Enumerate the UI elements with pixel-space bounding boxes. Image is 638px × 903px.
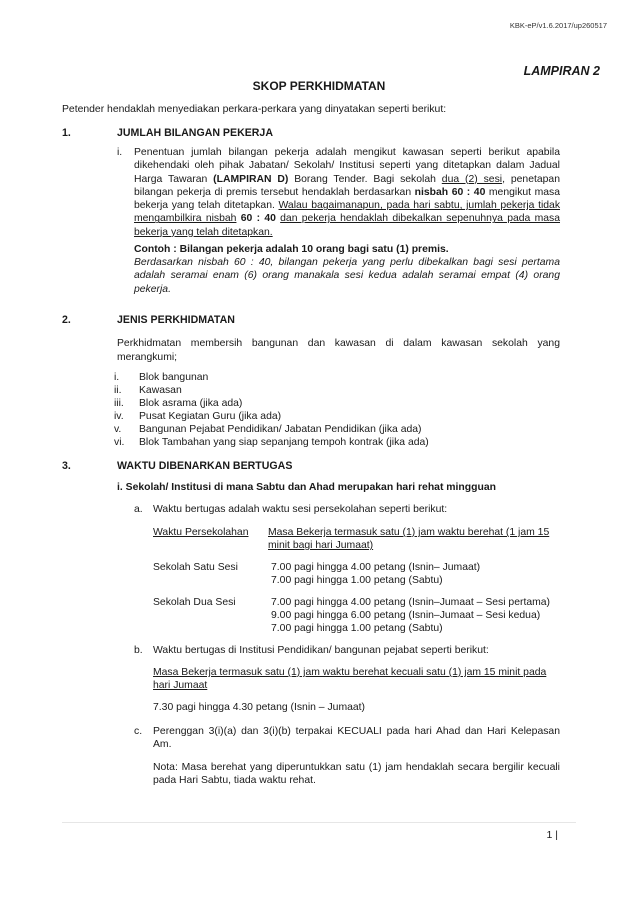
section-2-number: 2. xyxy=(62,314,71,326)
table-row-label: Sekolah Dua Sesi xyxy=(153,597,236,608)
section-2-intro: Perkhidmatan membersih bangunan dan kawasan di dalam kawasan sekolah yang merangkumi; xyxy=(117,338,560,363)
contoh-title: Contoh : Bilangan pekerja adalah 10 orang bagi satu (1) premis. xyxy=(134,244,449,255)
para-text: Penentuan jumlah bilangan pekerja adalah mengikut kawasan seperti berikut apabila dikehendaki oleh pihak Jabatan/ Sekolah/ Institusi seperti yang ditetapkan dalam Jadual Harga Tawaran xyxy=(134,147,560,185)
section-2-heading: JENIS PERKHIDMATAN xyxy=(117,314,235,326)
contoh-body: Berdasarkan nisbah 60 : 40, bilangan pekerja yang perlu dibekalkan bagi sesi pertama adalah seramai enam (6) orang manakala sesi kedua adalah seramai empat (4) orang pekerja. xyxy=(134,257,560,295)
lampiran-label: LAMPIRAN 2 xyxy=(523,64,600,78)
item-b-number: b. xyxy=(134,645,143,656)
table-row-value: 7.00 pagi hingga 1.00 petang (Sabtu) xyxy=(271,575,443,586)
dua-sesi-text: dua (2) sesi xyxy=(441,173,503,185)
para-text: , penetapan bilangan pekerja di premis tersebut hendaklah berdasarkan xyxy=(134,173,560,198)
section-3-heading: WAKTU DIBENARKAN BERTUGAS xyxy=(117,460,293,472)
table-row-label: Sekolah Satu Sesi xyxy=(153,562,238,573)
item-b-text: Waktu bertugas di Institusi Pendidikan/ bangunan pejabat seperti berikut: xyxy=(153,645,489,656)
page-title: SKOP PERKHIDMATAN xyxy=(252,79,386,93)
nisbah-text: nisbah 60 : 40 xyxy=(414,186,486,198)
intro-text: Petender hendaklah menyediakan perkara-perkara yang dinyatakan seperti berikut: xyxy=(62,104,447,115)
section-3-number: 3. xyxy=(62,460,71,472)
item-a-number: a. xyxy=(134,504,143,515)
list-item: vi. Blok Tambahan yang siap sepanjang tempoh kontrak (jika ada) xyxy=(114,437,429,448)
table-header-right: minit bagi hari Jumaat) xyxy=(268,540,374,551)
nisbah-text: 60 : 40 xyxy=(240,213,276,225)
section-3-subheading: i. Sekolah/ Institusi di mana Sabtu dan Ahad merupakan hari rehat mingguan xyxy=(117,482,496,493)
item-c-text: Perenggan 3(i)(a) dan 3(i)(b) terpakai KECUALI pada hari Ahad dan Hari Kelepasan Am. xyxy=(153,726,560,751)
list-item: iii. Blok asrama (jika ada) xyxy=(114,398,243,409)
para-text: mengikut masa bekerja yang telah ditetapkan. xyxy=(134,186,560,212)
list-item: v. Bangunan Pejabat Pendidikan/ Jabatan Pendidikan (jika ada) xyxy=(114,424,422,435)
sabtu-note: Walau bagaimanapun, pada hari sabtu, jumlah pekerja tidak mengambilkira nisbah xyxy=(134,200,561,225)
item-a-text: Waktu bertugas adalah waktu sesi persekolahan seperti berikut: xyxy=(153,504,448,515)
table-row-value: 9.00 pagi hingga 6.00 petang (Isnin–Jumaat – Sesi kedua) xyxy=(271,610,541,621)
document-reference-code: KBK-eP/v1.6.2017/up260517 xyxy=(509,21,607,30)
footer-divider xyxy=(62,822,576,823)
list-item: ii. Kawasan xyxy=(114,385,182,396)
table-row-value: 7.00 pagi hingga 4.00 petang (Isnin–Jumaat – Sesi pertama) xyxy=(271,597,550,608)
table-header-left: Waktu Persekolahan xyxy=(153,527,249,538)
list-item: iv. Pusat Kegiatan Guru (jika ada) xyxy=(114,411,282,422)
item-b-underlined: Masa Bekerja termasuk satu (1) jam waktu berehat kecuali satu (1) jam 15 minit pada xyxy=(153,667,547,678)
section-1-item-number: i. xyxy=(117,147,123,158)
item-c-note: Nota: Masa berehat yang diperuntukkan satu (1) jam hendaklah secara bergilir kecuali pada Hari Sabtu, tiada waktu rehat. xyxy=(153,762,560,787)
item-c-number: c. xyxy=(134,726,143,737)
item-b-underlined: hari Jumaat xyxy=(153,680,208,691)
para-text: Borang Tender. Bagi sekolah xyxy=(294,173,436,185)
table-header-right: Masa Bekerja termasuk satu (1) jam waktu berehat (1 jam 15 xyxy=(268,527,550,538)
list-item: i. Blok bangunan xyxy=(114,372,209,383)
section-1-number: 1. xyxy=(62,127,71,139)
section-1-paragraph xyxy=(134,146,560,239)
section-1-heading: JUMLAH BILANGAN PEKERJA xyxy=(117,127,273,139)
table-row-value: 7.00 pagi hingga 1.00 petang (Sabtu) xyxy=(271,623,443,634)
item-b-time: 7.30 pagi hingga 4.30 petang (Isnin – Jumaat) xyxy=(153,702,366,713)
lampiran-d-ref: (LAMPIRAN D) xyxy=(213,173,289,185)
page-number: 1 | xyxy=(546,829,558,841)
table-row-value: 7.00 pagi hingga 4.00 petang (Isnin– Jumaat) xyxy=(271,562,481,573)
supply-note: dan pekerja hendaklah dibekalkan sepenuhnya pada masa bekerja yang telah ditetapkan. xyxy=(134,213,560,238)
